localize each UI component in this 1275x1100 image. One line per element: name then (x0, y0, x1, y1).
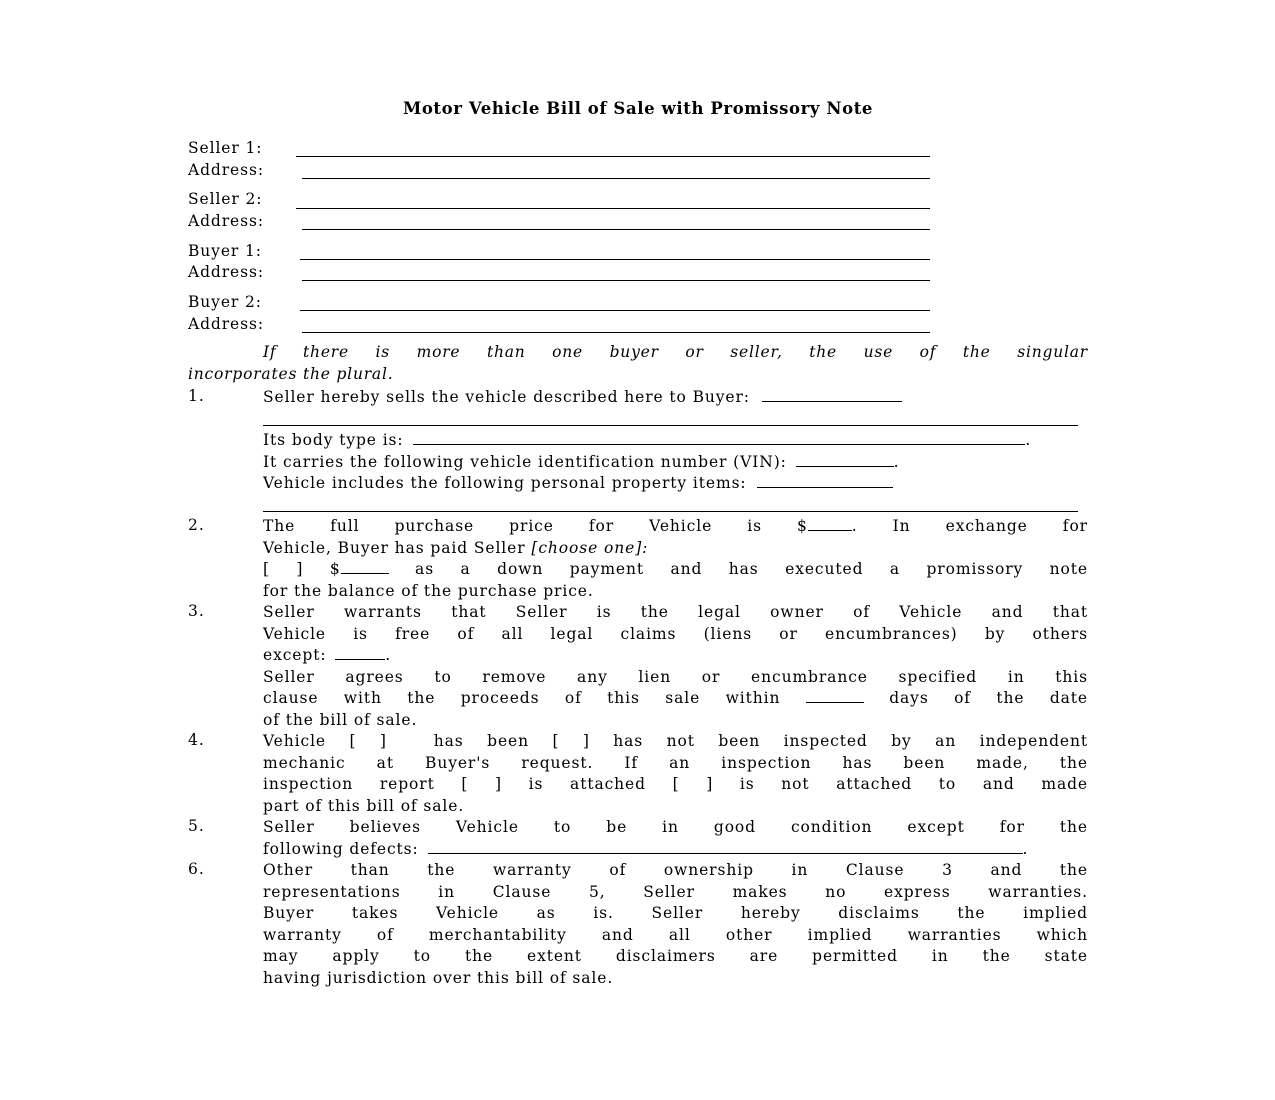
clause-line: may apply to the extent disclaimers are permitted in the state (263, 947, 1088, 965)
vin-field[interactable] (796, 452, 894, 467)
clause-line: Seller agrees to remove any lien or encumbrance specified in this (263, 667, 1088, 686)
buyer2-address-row (188, 313, 264, 335)
clause-line (263, 387, 1088, 409)
seller2-field[interactable] (296, 194, 930, 209)
clause-text: It carries the following vehicle identification number (VIN): (263, 452, 787, 471)
clause-line: Other than the warranty of ownership in Clause 3 and the (263, 861, 1088, 879)
clause-text: as a down payment and has executed a promissory note (388, 560, 1088, 578)
buyer2-field[interactable] (300, 296, 930, 311)
inspection-report-options-line[interactable]: inspection report [ ] is attached [ ] is not attached to and made (263, 775, 1088, 793)
clause-text: . (385, 646, 392, 664)
clause-line (263, 538, 1088, 560)
buyer1-address-field[interactable] (302, 266, 930, 281)
clause-body (263, 817, 1088, 860)
clause-number: 5. (188, 817, 205, 835)
seller1-address-row (188, 159, 264, 181)
buyer1-address-label: Address: (188, 263, 264, 281)
clause-line (263, 839, 1088, 861)
clause-text: Vehicle includes the following personal property items: (263, 474, 747, 492)
seller2-row (188, 188, 262, 210)
clause-text-italic: [choose one]: (531, 538, 649, 557)
vehicle-description-field[interactable] (762, 387, 902, 402)
body-type-field[interactable] (413, 430, 1025, 445)
down-payment-checkbox-text[interactable]: [ ] $ (263, 560, 341, 578)
clause-line (263, 409, 1088, 431)
clause-text: . (1025, 431, 1032, 449)
seller1-label: Seller 1: (188, 139, 263, 157)
clause-number: 1. (188, 387, 205, 405)
clause-text: . In exchange for (851, 517, 1088, 535)
clause-text: except: (263, 646, 327, 664)
clause-text: . (893, 452, 900, 471)
clause-line: having jurisdiction over this bill of sale. (263, 968, 614, 987)
clause-line: Vehicle is free of all legal claims (liens or encumbrances) by others (263, 624, 1088, 643)
buyer2-row (188, 291, 262, 313)
inspection-options-line[interactable]: Vehicle [ ] has been [ ] has not been inspected by an independent (263, 732, 1088, 750)
seller2-label: Seller 2: (188, 190, 263, 208)
personal-items-field-cont[interactable] (263, 497, 1078, 512)
buyer1-address-row (188, 261, 264, 283)
clause-number: 3. (188, 602, 205, 620)
plural-note-line2: incorporates the plural. (188, 364, 394, 383)
clause-line: Buyer takes Vehicle as is. Seller hereby disclaims the implied (263, 904, 1088, 922)
clause-text: clause with the proceeds of this sale within (263, 689, 781, 707)
document-title: Motor Vehicle Bill of Sale with Promissory Note (402, 99, 874, 118)
clause-line (263, 452, 1088, 474)
clause-line: of the bill of sale. (263, 710, 418, 729)
clause-body (263, 860, 1088, 989)
clause-text: Vehicle, Buyer has paid Seller (263, 538, 532, 557)
clause-line: Seller believes Vehicle to be in good condition except for the (263, 818, 1088, 836)
clause-text: Seller hereby sells the vehicle described here to Buyer: (263, 388, 750, 406)
buyer1-field[interactable] (300, 245, 930, 260)
down-payment-field[interactable] (341, 559, 389, 574)
clause-line: part of this bill of sale. (263, 796, 465, 815)
clause-line (263, 430, 1088, 452)
clause-line (263, 645, 1088, 667)
clause-line: for the balance of the purchase price. (263, 581, 594, 600)
clause-line (263, 495, 1088, 517)
clause-number: 4. (188, 731, 205, 749)
clause-text: following defects: (263, 839, 419, 858)
clause-number: 2. (188, 516, 205, 534)
buyer2-address-field[interactable] (302, 318, 930, 333)
clause-line: representations in Clause 5, Seller makes no express warranties. (263, 882, 1088, 901)
buyer1-row (188, 240, 262, 262)
clause-text: days of the date (889, 689, 1089, 707)
clause-line: Seller warrants that Seller is the legal owner of Vehicle and that (263, 603, 1088, 621)
defects-field[interactable] (428, 839, 1023, 854)
buyer2-address-label: Address: (188, 315, 264, 333)
buyer1-label: Buyer 1: (188, 242, 262, 260)
clause-text: The full purchase price for Vehicle is $ (263, 517, 808, 535)
clause-text: . (1022, 839, 1029, 858)
exceptions-field[interactable] (335, 645, 385, 660)
seller1-row (188, 137, 262, 159)
clause-number: 6. (188, 860, 205, 878)
clause-body (263, 731, 1088, 817)
purchase-price-field[interactable] (808, 516, 852, 531)
seller2-address-field[interactable] (302, 215, 930, 230)
lien-removal-days-field[interactable] (806, 688, 864, 703)
seller1-address-label: Address: (188, 161, 264, 179)
buyer2-label: Buyer 2: (188, 293, 262, 311)
clause-line (263, 559, 1088, 581)
clause-body (263, 516, 1088, 602)
clause-line (263, 473, 1088, 495)
plural-note-line1: If there is more than one buyer or seller, the use of the singular (263, 343, 1088, 361)
seller2-address-label: Address: (188, 212, 264, 230)
clause-body (263, 387, 1088, 516)
clause-line (263, 516, 1088, 538)
seller1-field[interactable] (296, 142, 930, 157)
clause-line: warranty of merchantability and all other implied warranties which (263, 925, 1088, 944)
plural-note (188, 342, 1088, 385)
clause-line: mechanic at Buyer's request. If an inspection has been made, the (263, 753, 1088, 772)
personal-items-field[interactable] (757, 473, 893, 488)
seller1-address-field[interactable] (302, 164, 930, 179)
clause-line (263, 688, 1088, 710)
clause-text: Its body type is: (263, 431, 404, 449)
vehicle-description-field-cont[interactable] (263, 411, 1078, 426)
seller2-address-row (188, 210, 264, 232)
clause-body (263, 602, 1088, 731)
